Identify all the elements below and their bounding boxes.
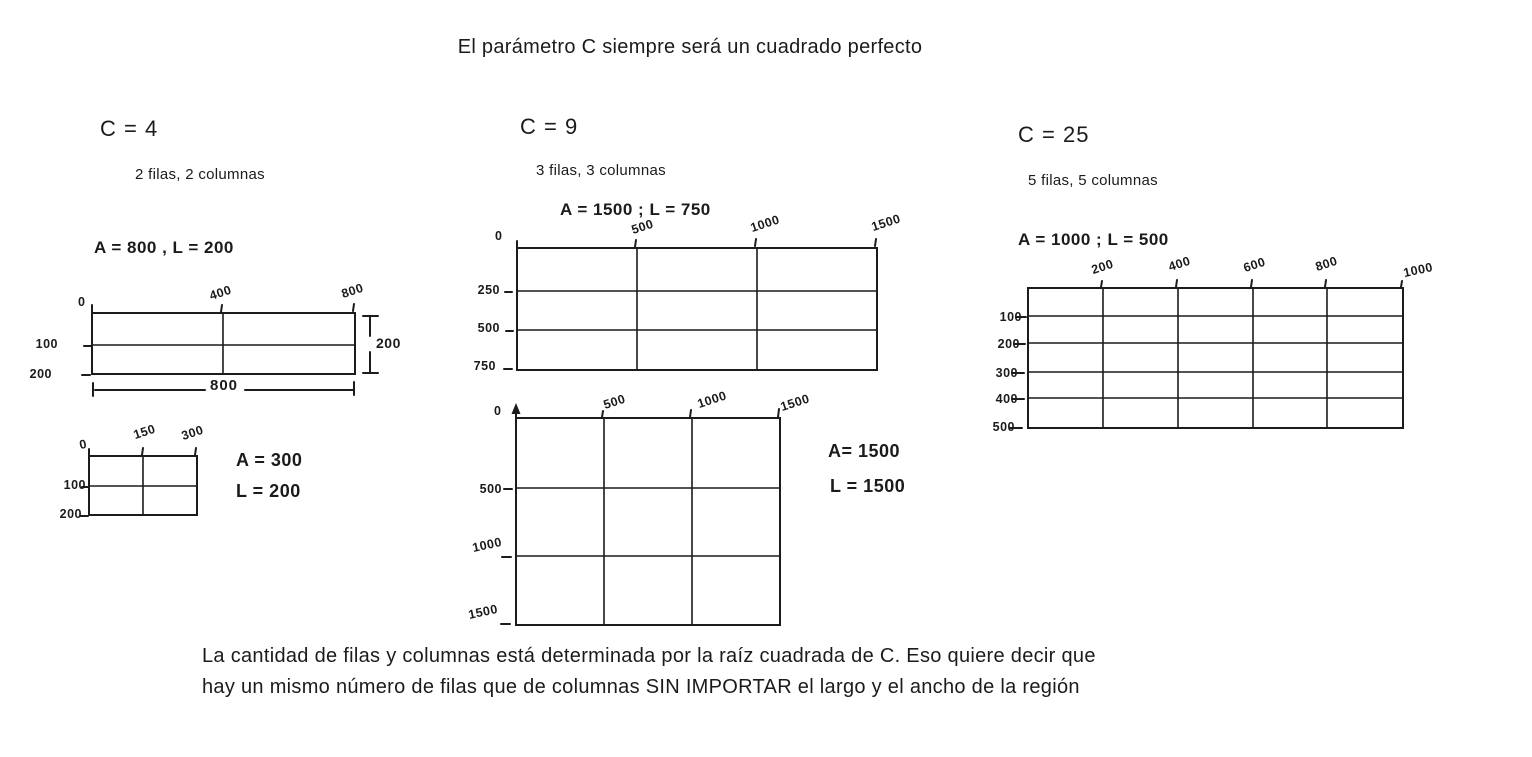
y-tick: 100	[63, 478, 86, 492]
explanation-line-2: hay un mismo número de filas que de columnas SIN IMPORTAR el largo y el ancho de la región	[202, 676, 1080, 698]
explanation-line-1: La cantidad de filas y columnas está determinada por la raíz cuadrada de C. Eso quiere decir que	[202, 645, 1096, 667]
grid-c4-small	[80, 448, 197, 516]
page-title: El parámetro C siempre será un cuadrado perfecto	[457, 36, 923, 58]
y-tick: 100	[35, 337, 58, 351]
x-tick: 1000	[1402, 260, 1435, 280]
y-tick: 100	[999, 310, 1022, 324]
x-tick: 1500	[869, 211, 903, 234]
x-tick: 600	[1241, 254, 1268, 275]
grid-c4-main	[82, 304, 355, 375]
y-tick: 500	[479, 482, 502, 496]
grid-c9-wide	[504, 239, 877, 370]
height-brace-label: 200	[376, 335, 401, 351]
x-tick: 0	[495, 229, 503, 243]
x-tick: 150	[131, 421, 158, 442]
params-label-p1: A = 800 , L = 200	[94, 238, 234, 257]
x-tick: 1500	[778, 391, 812, 414]
y-axis-arrow	[512, 403, 521, 414]
y-tick: 400	[995, 392, 1018, 406]
params-label-p2: A = 1500 ; L = 750	[560, 200, 711, 219]
params-label-p3: A = 1000 ; L = 500	[1018, 230, 1169, 249]
grid-c25	[1010, 280, 1403, 428]
area-label-p2: A= 1500	[828, 441, 901, 461]
y-tick: 250	[477, 283, 500, 297]
rows-cols-label-p3: 5 filas, 5 columnas	[1028, 172, 1158, 189]
rows-cols-label-p1: 2 filas, 2 columnas	[135, 166, 265, 183]
x-tick: 1000	[695, 388, 729, 411]
x-tick: 200	[1089, 256, 1116, 277]
width-brace-label: 800	[210, 377, 239, 394]
length-label-p1: L = 200	[236, 481, 301, 501]
c-value-label-p2: C = 9	[520, 114, 579, 139]
y-tick: 200	[59, 507, 82, 521]
x-tick: 300	[179, 422, 206, 443]
y-tick: 750	[473, 359, 496, 373]
x-tick: 500	[629, 216, 656, 237]
x-tick: 800	[339, 280, 366, 301]
x-tick: 0	[78, 436, 89, 452]
x-tick: 400	[1166, 253, 1193, 274]
x-tick: 0	[78, 295, 86, 309]
y-tick: 500	[992, 420, 1015, 434]
y-tick: 300	[995, 366, 1018, 380]
y-tick: 200	[997, 337, 1020, 351]
y-tick: 1500	[467, 601, 500, 622]
area-label-p1: A = 300	[236, 450, 303, 470]
x-tick: 1000	[748, 212, 782, 235]
rows-cols-label-p2: 3 filas, 3 columnas	[536, 162, 666, 179]
x-tick: 0	[494, 404, 502, 418]
x-tick: 500	[601, 391, 628, 412]
length-label-p2: L = 1500	[830, 476, 906, 496]
y-tick: 500	[477, 321, 500, 335]
y-tick: 1000	[471, 534, 504, 555]
grid-c9-square	[501, 403, 780, 625]
x-tick: 400	[207, 282, 234, 303]
x-tick: 800	[1313, 253, 1340, 274]
c-value-label-p3: C = 25	[1018, 122, 1090, 147]
c-value-label-p1: C = 4	[100, 116, 159, 141]
y-tick: 200	[29, 367, 52, 381]
